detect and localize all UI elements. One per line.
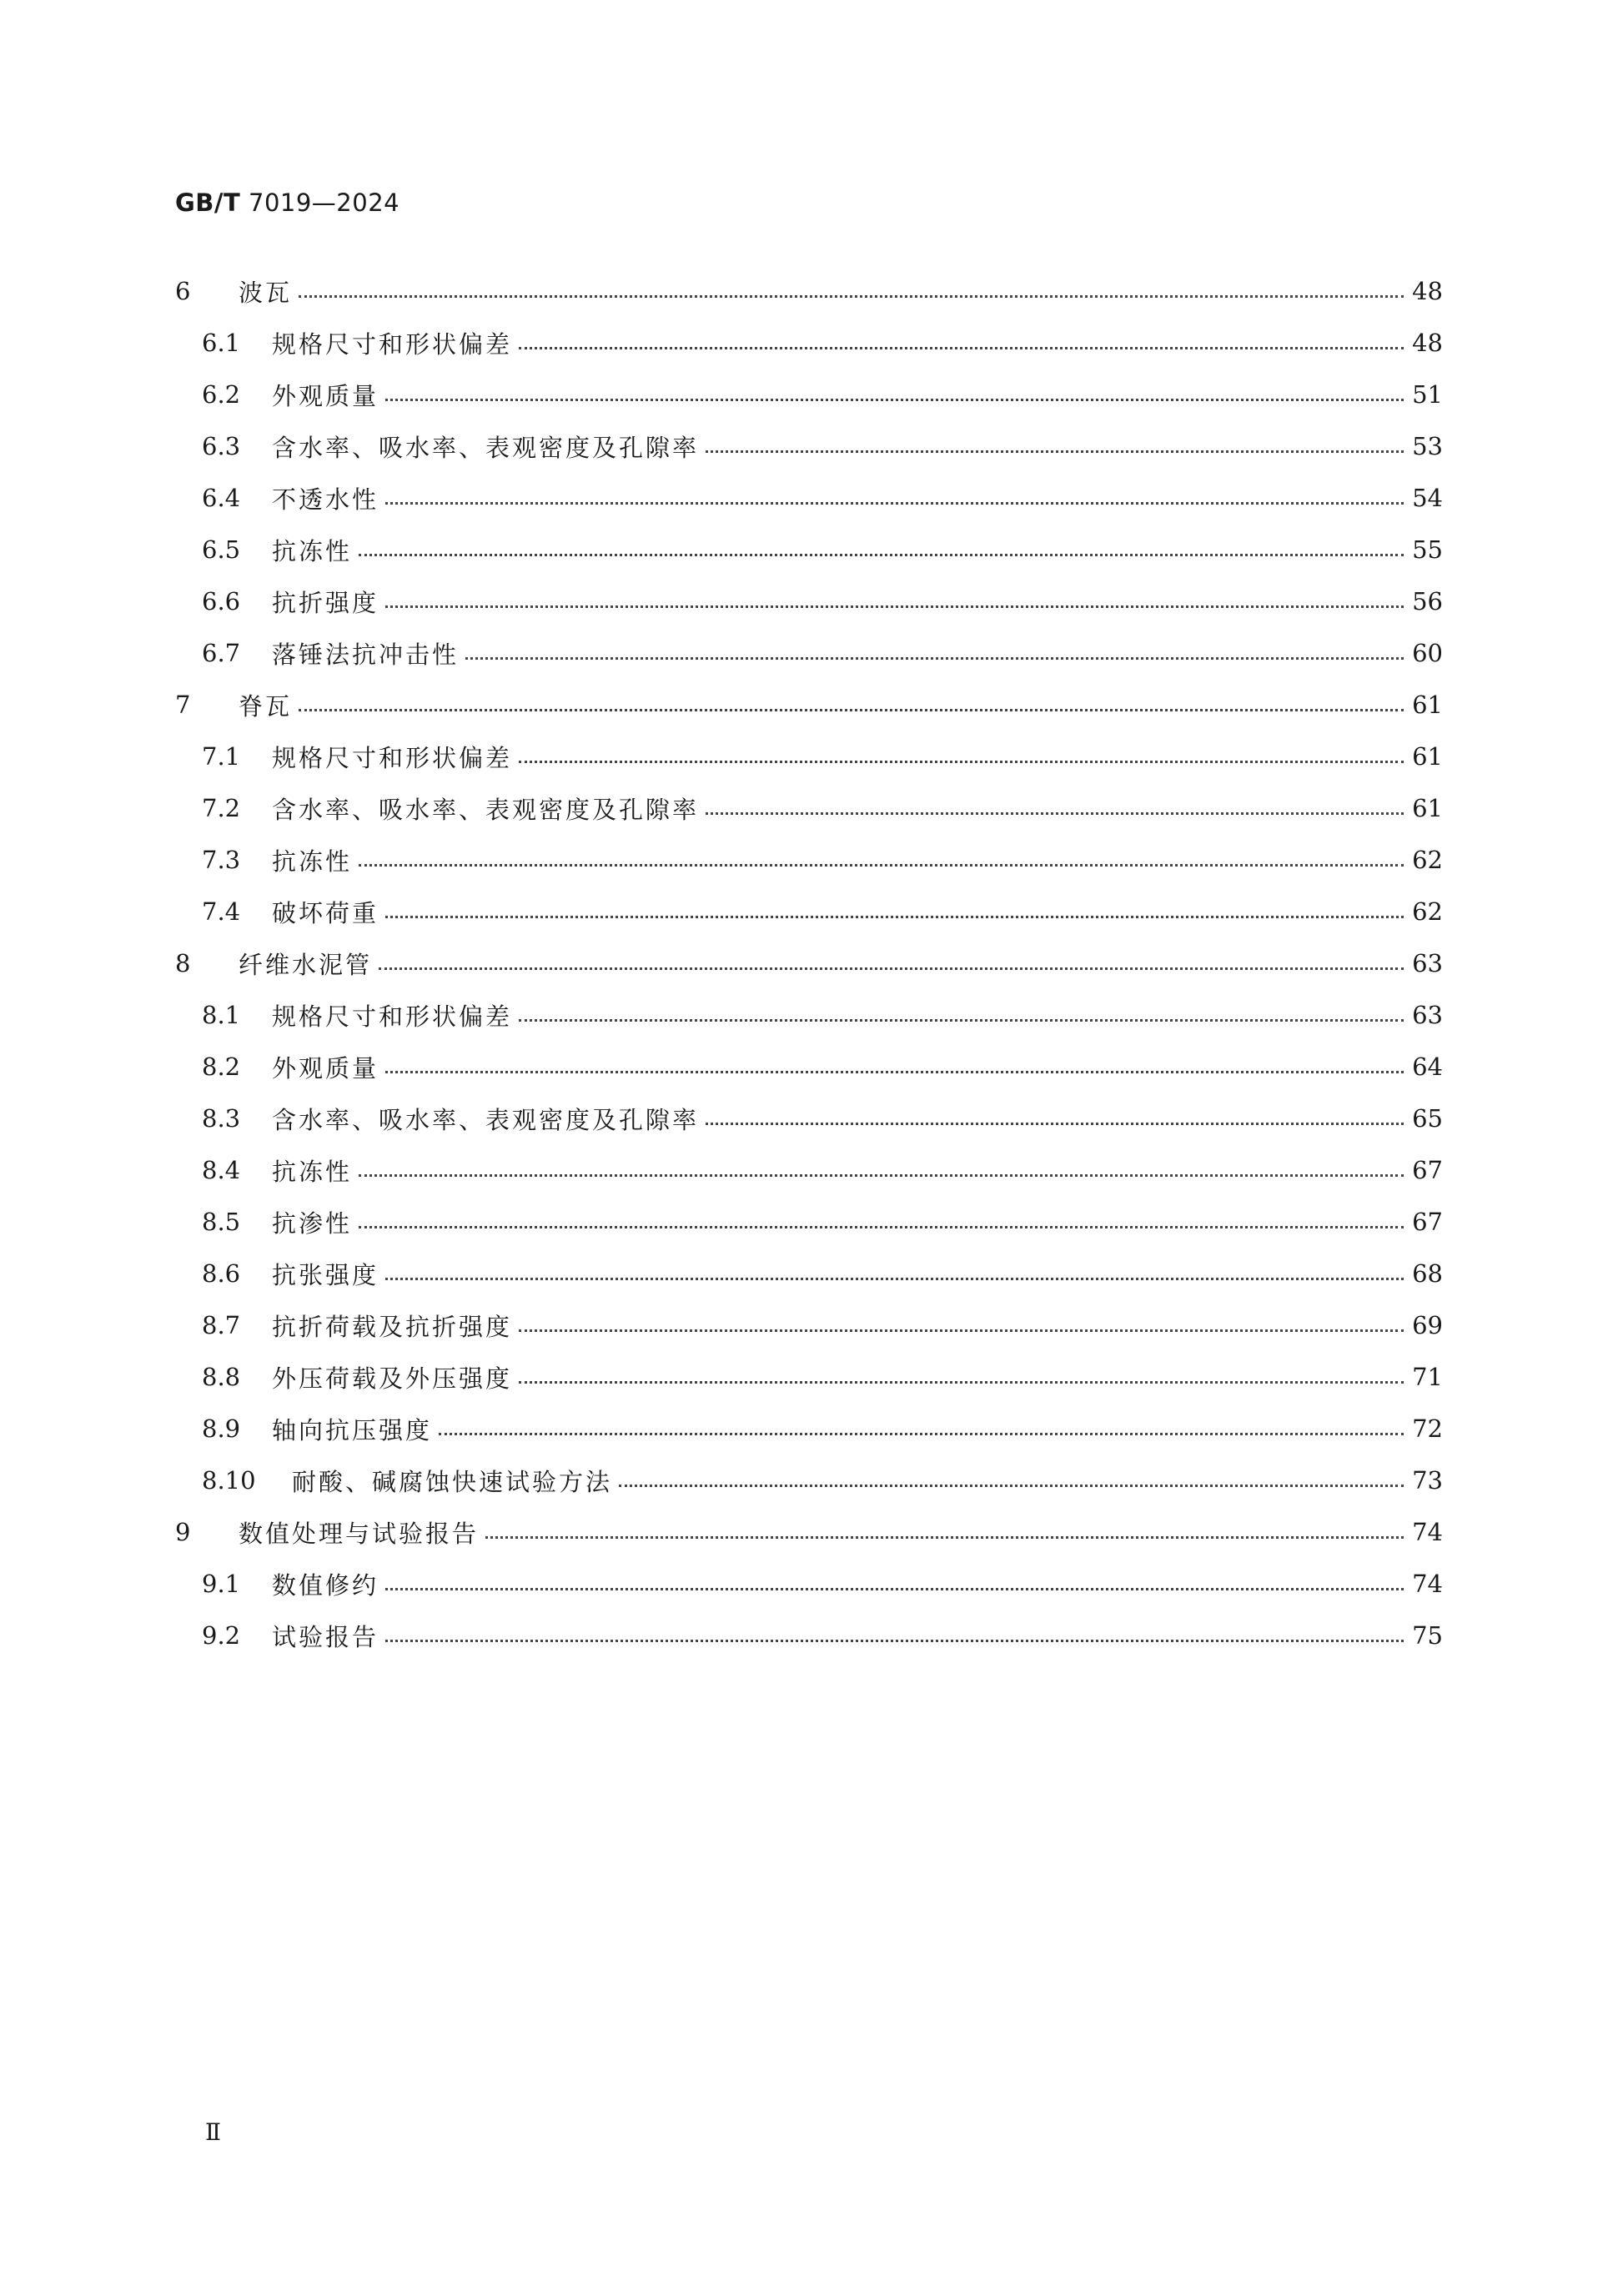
toc-dot-leader — [385, 1588, 1404, 1590]
toc-entry[interactable] — [175, 265, 1443, 317]
toc-entry-title: 数值处理与试验报告 — [239, 1519, 480, 1548]
toc-entry-number: 6.6 — [202, 587, 241, 615]
toc-entry[interactable] — [175, 989, 1443, 1041]
table-of-contents — [175, 265, 1443, 1661]
toc-entry-number: 8.6 — [202, 1259, 241, 1288]
toc-entry-page: 61 — [1412, 742, 1443, 771]
toc-entry[interactable] — [175, 369, 1443, 420]
toc-entry-page: 68 — [1412, 1259, 1443, 1288]
toc-entry-page: 69 — [1412, 1311, 1443, 1339]
toc-entry-page: 73 — [1412, 1466, 1443, 1495]
toc-dot-leader — [359, 864, 1404, 867]
toc-entry[interactable] — [175, 1248, 1443, 1299]
toc-entry-title: 外观质量 — [272, 381, 379, 410]
toc-entry-page: 74 — [1412, 1518, 1443, 1546]
toc-entry[interactable] — [175, 317, 1443, 369]
toc-entry-page: 62 — [1412, 897, 1443, 926]
toc-dot-leader — [385, 916, 1404, 918]
toc-entry-title: 规格尺寸和形状偏差 — [272, 1002, 513, 1031]
toc-dot-leader — [385, 399, 1404, 401]
toc-dot-leader — [385, 1071, 1404, 1073]
toc-entry[interactable] — [175, 782, 1443, 834]
toc-entry-number: 7.3 — [202, 846, 241, 874]
toc-entry-page: 60 — [1412, 639, 1443, 667]
standard-code-prefix: GB/T — [175, 188, 241, 217]
toc-entry-number: 6.1 — [202, 329, 241, 357]
toc-entry-page: 67 — [1412, 1156, 1443, 1184]
toc-entry-page: 72 — [1412, 1414, 1443, 1443]
toc-entry-number: 8.1 — [202, 1001, 241, 1029]
toc-entry-number: 7.4 — [202, 897, 241, 926]
toc-dot-leader — [465, 657, 1404, 660]
toc-entry-page: 64 — [1412, 1053, 1443, 1081]
toc-dot-leader — [299, 295, 1404, 298]
toc-entry-number: 8.3 — [202, 1104, 241, 1133]
toc-entry-number: 9.2 — [202, 1621, 241, 1650]
toc-entry-title: 抗冻性 — [272, 536, 353, 565]
toc-entry-title: 破坏荷重 — [272, 898, 379, 927]
toc-dot-leader — [706, 812, 1404, 815]
toc-dot-leader — [385, 1640, 1404, 1642]
toc-entry-number: 6.4 — [202, 484, 241, 512]
toc-entry[interactable] — [175, 524, 1443, 575]
toc-entry-number: 7 — [175, 691, 191, 719]
toc-entry-page: 61 — [1412, 691, 1443, 719]
toc-entry-page: 71 — [1412, 1363, 1443, 1391]
toc-entry-page: 63 — [1412, 1001, 1443, 1029]
toc-entry-title: 含水率、吸水率、表观密度及孔隙率 — [272, 433, 700, 462]
toc-entry-number: 9.1 — [202, 1570, 241, 1598]
toc-entry-title: 含水率、吸水率、表观密度及孔隙率 — [272, 1105, 700, 1134]
toc-entry-title: 数值修约 — [272, 1570, 379, 1600]
toc-entry-page: 75 — [1412, 1621, 1443, 1650]
toc-entry-number: 8.2 — [202, 1053, 241, 1081]
toc-dot-leader — [385, 605, 1404, 608]
toc-entry-title: 规格尺寸和形状偏差 — [272, 329, 513, 359]
toc-entry[interactable] — [175, 1093, 1443, 1144]
standard-code-number: 7019—2024 — [249, 188, 400, 217]
toc-entry[interactable] — [175, 420, 1443, 472]
toc-entry-title: 纤维水泥管 — [239, 950, 373, 979]
toc-entry-title: 含水率、吸水率、表观密度及孔隙率 — [272, 795, 700, 824]
toc-entry[interactable] — [175, 627, 1443, 679]
toc-entry[interactable] — [175, 679, 1443, 731]
toc-entry[interactable] — [175, 1610, 1443, 1661]
toc-dot-leader — [519, 347, 1404, 349]
toc-entry-number: 8 — [175, 949, 191, 977]
toc-entry-page: 51 — [1412, 380, 1443, 409]
toc-entry-number: 6.5 — [202, 535, 241, 564]
toc-dot-leader — [519, 1019, 1404, 1022]
toc-dot-leader — [385, 502, 1404, 505]
toc-entry-title: 抗张强度 — [272, 1260, 379, 1289]
toc-entry[interactable] — [175, 472, 1443, 524]
toc-dot-leader — [385, 1278, 1404, 1280]
standard-code — [175, 188, 399, 217]
toc-entry-title: 规格尺寸和形状偏差 — [272, 743, 513, 772]
toc-entry-page: 63 — [1412, 949, 1443, 977]
toc-dot-leader — [299, 709, 1404, 711]
toc-entry-title: 抗折荷载及抗折强度 — [272, 1312, 513, 1341]
toc-entry-title: 外观质量 — [272, 1053, 379, 1083]
toc-entry[interactable] — [175, 1403, 1443, 1454]
toc-entry-number: 8.9 — [202, 1414, 241, 1443]
toc-entry-title: 轴向抗压强度 — [272, 1415, 433, 1444]
toc-entry-page: 74 — [1412, 1570, 1443, 1598]
toc-entry[interactable] — [175, 1196, 1443, 1248]
toc-dot-leader — [619, 1485, 1404, 1487]
toc-dot-leader — [706, 1123, 1404, 1125]
toc-entry-page: 53 — [1412, 432, 1443, 460]
toc-entry[interactable] — [175, 1558, 1443, 1610]
toc-dot-leader — [439, 1433, 1404, 1435]
toc-entry-title: 脊瓦 — [239, 691, 293, 721]
toc-entry-title: 抗冻性 — [272, 847, 353, 876]
toc-entry-title: 落锤法抗冲击性 — [272, 640, 460, 669]
toc-entry-number: 6.7 — [202, 639, 241, 667]
toc-entry-number: 6 — [175, 277, 191, 305]
toc-entry-page: 56 — [1412, 587, 1443, 615]
toc-entry-number: 7.2 — [202, 794, 241, 822]
toc-entry-number: 8.8 — [202, 1363, 241, 1391]
toc-entry[interactable] — [175, 937, 1443, 989]
toc-entry-page: 48 — [1412, 277, 1443, 305]
toc-entry-number: 7.1 — [202, 742, 241, 771]
toc-entry-page: 54 — [1412, 484, 1443, 512]
toc-entry[interactable] — [175, 1041, 1443, 1093]
toc-dot-leader — [485, 1536, 1404, 1539]
toc-entry-page: 65 — [1412, 1104, 1443, 1133]
toc-dot-leader — [359, 1226, 1404, 1228]
toc-entry-page: 48 — [1412, 329, 1443, 357]
toc-entry-title: 抗渗性 — [272, 1208, 353, 1238]
toc-dot-leader — [519, 761, 1404, 763]
toc-entry[interactable] — [175, 1454, 1443, 1506]
toc-entry-title: 抗折强度 — [272, 588, 379, 617]
toc-entry-title: 试验报告 — [272, 1622, 379, 1651]
toc-entry-number: 6.2 — [202, 380, 241, 409]
toc-entry-page: 67 — [1412, 1208, 1443, 1236]
toc-entry[interactable] — [175, 1506, 1443, 1558]
toc-entry[interactable] — [175, 834, 1443, 886]
page-number-roman: Ⅱ — [205, 2118, 221, 2146]
toc-dot-leader — [519, 1329, 1404, 1332]
toc-dot-leader — [379, 967, 1404, 970]
toc-entry-title: 抗冻性 — [272, 1157, 353, 1186]
toc-entry-number: 6.3 — [202, 432, 241, 460]
toc-entry-title: 不透水性 — [272, 485, 379, 514]
toc-entry-title: 波瓦 — [239, 278, 293, 307]
toc-entry[interactable] — [175, 1351, 1443, 1403]
toc-entry[interactable] — [175, 731, 1443, 782]
toc-entry-page: 62 — [1412, 846, 1443, 874]
toc-dot-leader — [359, 1174, 1404, 1177]
toc-dot-leader — [519, 1381, 1404, 1384]
toc-entry[interactable] — [175, 575, 1443, 627]
toc-entry[interactable] — [175, 1299, 1443, 1351]
toc-entry-number: 8.5 — [202, 1208, 241, 1236]
toc-entry-number: 8.10 — [202, 1466, 256, 1495]
toc-entry-number: 8.4 — [202, 1156, 241, 1184]
toc-entry-page: 55 — [1412, 535, 1443, 564]
toc-dot-leader — [359, 554, 1404, 556]
toc-entry-number: 8.7 — [202, 1311, 241, 1339]
toc-entry-title: 耐酸、碱腐蚀快速试验方法 — [292, 1467, 613, 1496]
toc-entry-number: 9 — [175, 1518, 191, 1546]
toc-entry[interactable] — [175, 886, 1443, 937]
toc-dot-leader — [706, 450, 1404, 453]
toc-entry-title: 外压荷载及外压强度 — [272, 1364, 513, 1393]
toc-entry[interactable] — [175, 1144, 1443, 1196]
toc-entry-page: 61 — [1412, 794, 1443, 822]
